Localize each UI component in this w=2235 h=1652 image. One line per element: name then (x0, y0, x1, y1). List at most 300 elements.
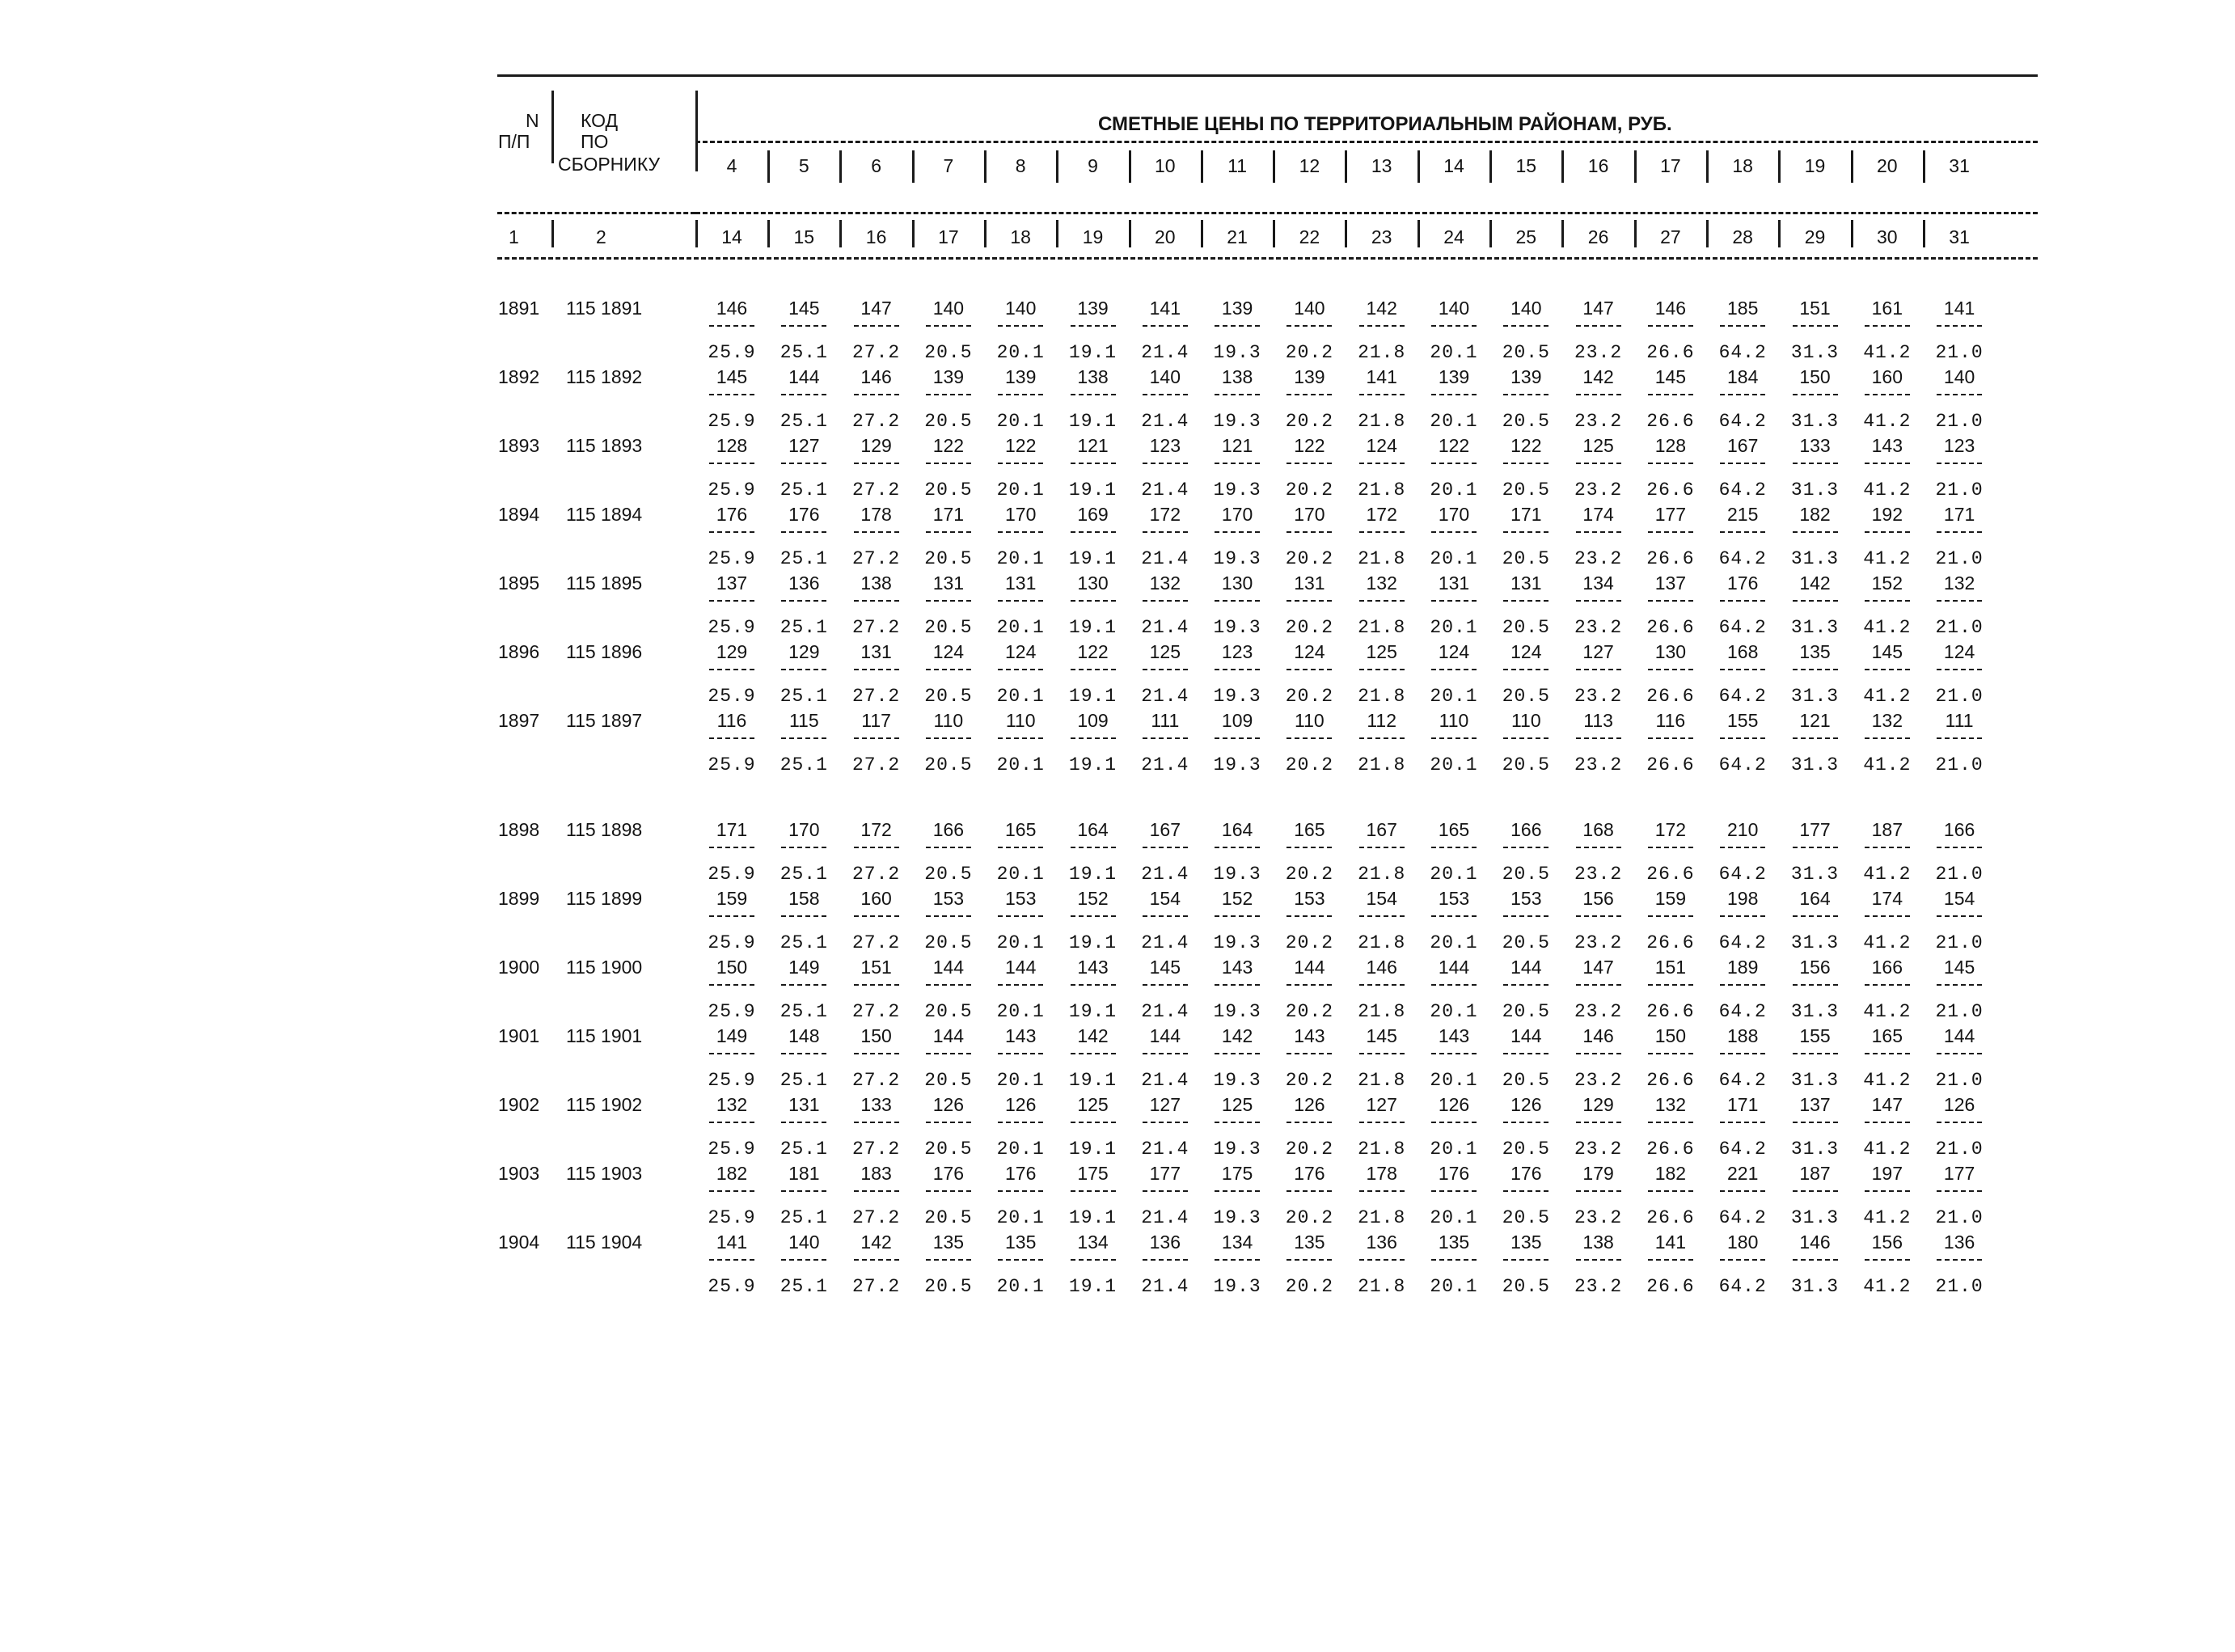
price-cell: 123 (1221, 641, 1253, 662)
ratio-cell: 26.6 (1646, 1276, 1695, 1297)
table-title: СМЕТНЫЕ ЦЕНЫ ПО ТЕРРИТОРИАЛЬНЫМ РАЙОНАМ, РУБ. (1098, 113, 1672, 135)
column-number: 22 (1299, 226, 1320, 247)
ratio-cell: 25.1 (780, 1276, 828, 1297)
fraction-bar (1937, 737, 1982, 739)
fraction-bar (1793, 984, 1838, 986)
price-cell: 111 (1945, 710, 1974, 731)
price-cell: 172 (1366, 504, 1397, 525)
fraction-bar (1648, 1122, 1693, 1123)
fraction-bar (781, 463, 826, 464)
price-cell: 178 (1366, 1163, 1397, 1184)
price-cell: 144 (932, 1025, 965, 1046)
fraction-bar (1286, 1122, 1332, 1123)
fraction-bar (1359, 600, 1405, 602)
fraction-bar (926, 737, 971, 739)
price-cell: 126 (1294, 1094, 1325, 1115)
price-cell: 137 (1654, 572, 1687, 594)
price-cell: 175 (1221, 1163, 1253, 1184)
price-cell: 132 (716, 1094, 748, 1115)
price-cell: 171 (1510, 504, 1542, 525)
fraction-bar (709, 325, 754, 327)
ratio-cell: 21.0 (1935, 617, 1984, 638)
fraction-bar (926, 463, 971, 464)
price-cell: 141 (1149, 298, 1181, 319)
price-cell: 131 (1438, 572, 1470, 594)
ratio-cell: 21.8 (1358, 686, 1406, 707)
price-cell: 128 (1654, 435, 1687, 456)
price-cell: 185 (1727, 298, 1759, 319)
price-cell: 139 (1294, 366, 1325, 387)
fraction-bar (998, 737, 1043, 739)
fraction-bar (1359, 463, 1405, 464)
ratio-cell: 23.2 (1574, 342, 1623, 363)
fraction-bar (1793, 600, 1838, 602)
district-header: 16 (1587, 155, 1609, 176)
fraction-bar (1648, 915, 1693, 917)
ratio-cell: 19.3 (1213, 864, 1261, 885)
price-cell: 159 (1654, 888, 1687, 909)
fraction-bar (1720, 669, 1765, 670)
fraction-bar (1143, 984, 1188, 986)
fraction-bar (1793, 915, 1838, 917)
ratio-cell: 20.2 (1285, 1070, 1333, 1091)
price-cell: 145 (1871, 641, 1903, 662)
ratio-cell: 20.5 (924, 1207, 973, 1228)
price-cell: 144 (932, 957, 965, 978)
column-number: 24 (1443, 226, 1464, 247)
price-cell: 152 (1221, 888, 1253, 909)
col-num-2: 2 (596, 226, 606, 247)
price-cell: 128 (716, 435, 748, 456)
fraction-bar (1648, 394, 1693, 395)
ratio-cell: 20.1 (996, 754, 1045, 775)
row-code: 115 1893 (566, 435, 643, 456)
price-cell: 116 (716, 710, 747, 731)
fraction-bar (709, 669, 754, 670)
ratio-cell: 20.5 (924, 617, 973, 638)
fraction-bar (998, 325, 1043, 327)
price-cell: 132 (1149, 572, 1181, 594)
fraction-bar (1286, 847, 1332, 848)
ratio-cell: 31.3 (1790, 754, 1840, 775)
price-cell: 110 (1510, 710, 1541, 731)
fraction-bar (1286, 1190, 1332, 1192)
fraction-bar (781, 394, 826, 395)
fraction-bar (1143, 737, 1188, 739)
price-cell: 140 (1005, 298, 1037, 319)
fraction-bar (1937, 915, 1982, 917)
price-cell: 127 (1149, 1094, 1181, 1115)
price-cell: 139 (1005, 366, 1037, 387)
fraction-bar (1793, 531, 1838, 533)
price-cell: 140 (1943, 366, 1975, 387)
price-cell: 149 (788, 957, 820, 978)
price-cell: 144 (1294, 957, 1325, 978)
ratio-cell: 31.3 (1790, 1001, 1840, 1022)
ratio-cell: 20.5 (924, 1070, 973, 1091)
price-cell: 159 (716, 888, 748, 909)
fraction-bar (1431, 915, 1477, 917)
ratio-cell: 21.0 (1935, 1001, 1984, 1022)
fraction-bar (1503, 915, 1548, 917)
price-cell: 122 (1077, 641, 1109, 662)
price-cell: 154 (1943, 888, 1975, 909)
fraction-bar (1215, 463, 1260, 464)
ratio-cell: 21.8 (1358, 1139, 1406, 1160)
fraction-bar (1286, 1053, 1332, 1054)
fraction-bar (781, 1190, 826, 1192)
fraction-bar (709, 394, 754, 395)
price-cell: 139 (1077, 298, 1109, 319)
fraction-bar (1576, 325, 1621, 327)
price-cell: 125 (1149, 641, 1181, 662)
fraction-bar (1576, 847, 1621, 848)
district-header: 4 (726, 155, 737, 176)
price-cell: 145 (788, 298, 820, 319)
row-code: 115 1904 (566, 1232, 643, 1253)
fraction-bar (1215, 847, 1260, 848)
ratio-cell: 19.3 (1213, 754, 1261, 775)
fraction-bar (1215, 531, 1260, 533)
column-number: 28 (1732, 226, 1753, 247)
header-n-label: N (526, 110, 539, 131)
fraction-bar (1143, 463, 1188, 464)
ratio-cell: 26.6 (1646, 1207, 1695, 1228)
column-number: 27 (1660, 226, 1681, 247)
column-number: 19 (1082, 226, 1104, 247)
ratio-cell: 20.2 (1285, 548, 1333, 569)
price-cell: 132 (1654, 1094, 1687, 1115)
ratio-cell: 25.9 (708, 617, 756, 638)
fraction-bar (1720, 737, 1765, 739)
ratio-cell: 27.2 (851, 1070, 901, 1091)
ratio-cell: 20.5 (1502, 754, 1550, 775)
fraction-bar (1648, 463, 1693, 464)
fraction-bar (926, 600, 971, 602)
price-cell: 135 (1799, 641, 1831, 662)
price-cell: 122 (1005, 435, 1037, 456)
ratio-cell: 21.0 (1935, 411, 1984, 432)
price-cell: 125 (1366, 641, 1397, 662)
ratio-cell: 21.4 (1141, 1139, 1189, 1160)
ratio-cell: 20.1 (996, 480, 1045, 501)
price-cell: 129 (1582, 1094, 1614, 1115)
ratio-cell: 20.5 (1502, 342, 1550, 363)
fraction-bar (998, 669, 1043, 670)
price-cell: 177 (1943, 1163, 1975, 1184)
fraction-bar (1865, 737, 1910, 739)
row-code: 115 1896 (566, 641, 643, 662)
row-number: 1892 (498, 366, 540, 387)
ratio-cell: 20.2 (1285, 1001, 1333, 1022)
ratio-cell: 20.5 (1502, 617, 1550, 638)
fraction-bar (1143, 531, 1188, 533)
fraction-bar (1576, 984, 1621, 986)
ratio-cell: 25.1 (780, 342, 828, 363)
column-number: 30 (1877, 226, 1898, 247)
fraction-bar (926, 1259, 971, 1261)
row-code: 115 1901 (566, 1025, 643, 1046)
ratio-cell: 41.2 (1863, 686, 1912, 707)
price-cell: 135 (932, 1232, 965, 1253)
ratio-cell: 27.2 (851, 617, 901, 638)
fraction-bar (854, 1190, 899, 1192)
price-cell: 133 (1799, 435, 1831, 456)
ratio-cell: 25.1 (780, 1070, 828, 1091)
fraction-bar (1720, 463, 1765, 464)
ratio-cell: 27.2 (851, 1139, 901, 1160)
fraction-bar (926, 669, 971, 670)
ratio-cell: 23.2 (1574, 617, 1623, 638)
district-header: 13 (1371, 155, 1392, 176)
fraction-bar (1071, 1053, 1116, 1054)
ratio-cell: 64.2 (1718, 617, 1767, 638)
price-cell: 146 (1799, 1232, 1831, 1253)
fraction-bar (709, 1190, 754, 1192)
fraction-bar (998, 531, 1043, 533)
ratio-cell: 25.9 (708, 864, 756, 885)
ratio-cell: 27.2 (851, 686, 901, 707)
ratio-cell: 25.1 (780, 932, 828, 953)
price-cell: 166 (1510, 819, 1542, 840)
ratio-cell: 19.3 (1213, 548, 1261, 569)
price-cell: 187 (1871, 819, 1903, 840)
price-cell: 183 (860, 1163, 892, 1184)
price-cell: 176 (1005, 1163, 1037, 1184)
ratio-cell: 20.5 (924, 548, 973, 569)
price-cell: 136 (1149, 1232, 1181, 1253)
ratio-cell: 26.6 (1646, 480, 1695, 501)
ratio-cell: 23.2 (1574, 1001, 1623, 1022)
price-cell: 166 (932, 819, 965, 840)
ratio-cell: 23.2 (1574, 411, 1623, 432)
price-cell: 142 (860, 1232, 892, 1253)
fraction-bar (1286, 463, 1332, 464)
fraction-bar (1431, 1053, 1477, 1054)
ratio-cell: 21.8 (1358, 1276, 1406, 1297)
price-cell: 168 (1727, 641, 1759, 662)
fraction-bar (1576, 669, 1621, 670)
price-cell: 143 (1871, 435, 1903, 456)
district-header: 17 (1660, 155, 1681, 176)
fraction-bar (1143, 394, 1188, 395)
price-cell: 126 (1510, 1094, 1542, 1115)
price-cell: 182 (1654, 1163, 1687, 1184)
ratio-cell: 20.5 (924, 864, 973, 885)
header-code-label-2: ПО (581, 131, 609, 152)
fraction-bar (1503, 1122, 1548, 1123)
fraction-bar (1937, 325, 1982, 327)
price-cell: 124 (1510, 641, 1542, 662)
district-header: 10 (1155, 155, 1176, 176)
fraction-bar (1071, 531, 1116, 533)
ratio-cell: 31.3 (1790, 411, 1840, 432)
price-cell: 143 (1221, 957, 1253, 978)
price-cell: 129 (716, 641, 748, 662)
fraction-bar (1648, 325, 1693, 327)
price-cell: 124 (932, 641, 965, 662)
fraction-bar (1720, 1053, 1765, 1054)
fraction-bar (1215, 600, 1260, 602)
fraction-bar (709, 984, 754, 986)
fraction-bar (1576, 737, 1621, 739)
price-cell: 146 (1366, 957, 1397, 978)
price-cell: 176 (1727, 572, 1759, 594)
fraction-bar (1720, 531, 1765, 533)
price-cell: 153 (932, 888, 965, 909)
fraction-bar (1648, 669, 1693, 670)
fraction-bar (1720, 394, 1765, 395)
price-cell: 150 (716, 957, 748, 978)
ratio-cell: 19.1 (1068, 864, 1118, 885)
price-cell: 137 (716, 572, 748, 594)
fraction-bar (709, 600, 754, 602)
fraction-bar (1576, 394, 1621, 395)
fraction-bar (1576, 1190, 1621, 1192)
ratio-cell: 25.9 (708, 754, 756, 775)
fraction-bar (1286, 915, 1332, 917)
price-cell: 171 (1943, 504, 1975, 525)
fraction-bar (1865, 1122, 1910, 1123)
price-cell: 151 (1654, 957, 1687, 978)
price-cell: 171 (1727, 1094, 1759, 1115)
ratio-cell: 20.1 (1430, 548, 1478, 569)
fraction-bar (1431, 600, 1477, 602)
fraction-bar (781, 1259, 826, 1261)
fraction-bar (709, 915, 754, 917)
price-cell: 166 (1943, 819, 1975, 840)
ratio-cell: 41.2 (1863, 1139, 1912, 1160)
fraction-bar (1071, 915, 1116, 917)
header-separator-n (551, 91, 554, 163)
fraction-bar (854, 915, 899, 917)
fraction-bar (1648, 1259, 1693, 1261)
ratio-cell: 19.3 (1213, 480, 1261, 501)
row-code: 115 1895 (566, 572, 643, 594)
ratio-cell: 20.5 (924, 1001, 973, 1022)
fraction-bar (1865, 325, 1910, 327)
ratio-cell: 23.2 (1574, 864, 1623, 885)
fraction-bar (1286, 600, 1332, 602)
price-cell: 167 (1149, 819, 1181, 840)
ratio-cell: 20.1 (996, 548, 1045, 569)
price-cell: 144 (788, 366, 820, 387)
row-code: 115 1891 (566, 298, 643, 319)
ratio-cell: 26.6 (1646, 617, 1695, 638)
ratio-cell: 26.6 (1646, 548, 1695, 569)
ratio-cell: 25.1 (780, 864, 828, 885)
ratio-cell: 26.6 (1646, 686, 1695, 707)
price-cell: 111 (1151, 710, 1180, 731)
fraction-bar (1793, 1122, 1838, 1123)
ratio-cell: 21.4 (1141, 1070, 1189, 1091)
ratio-cell: 20.2 (1285, 411, 1333, 432)
fraction-bar (1793, 669, 1838, 670)
ratio-cell: 20.5 (924, 411, 973, 432)
ratio-cell: 26.6 (1646, 1139, 1695, 1160)
row-number: 1894 (498, 504, 540, 525)
ratio-cell: 19.1 (1068, 1139, 1118, 1160)
row-code: 115 1900 (566, 957, 643, 978)
fraction-bar (998, 1190, 1043, 1192)
price-cell: 131 (1294, 572, 1325, 594)
price-cell: 147 (1582, 957, 1614, 978)
fraction-bar (1937, 1190, 1982, 1192)
price-cell: 153 (1294, 888, 1325, 909)
price-cell: 170 (1005, 504, 1037, 525)
fraction-bar (1071, 847, 1116, 848)
header-bottom-rule (497, 257, 2038, 260)
column-number: 18 (1010, 226, 1031, 247)
district-header: 12 (1299, 155, 1320, 176)
price-cell: 170 (1294, 504, 1325, 525)
ratio-cell: 23.2 (1574, 754, 1623, 775)
fraction-bar (854, 325, 899, 327)
ratio-cell: 20.1 (996, 342, 1045, 363)
ratio-cell: 31.3 (1790, 548, 1840, 569)
price-cell: 161 (1871, 298, 1903, 319)
price-cell: 182 (1799, 504, 1831, 525)
fraction-bar (1576, 1053, 1621, 1054)
ratio-cell: 19.3 (1213, 342, 1261, 363)
price-cell: 182 (716, 1163, 748, 1184)
fraction-bar (1576, 915, 1621, 917)
ratio-cell: 25.1 (780, 411, 828, 432)
fraction-bar (1143, 1053, 1188, 1054)
district-header: 8 (1015, 155, 1026, 176)
colnum-separator-2 (695, 220, 698, 247)
fraction-bar (998, 847, 1043, 848)
price-cell: 138 (1077, 366, 1109, 387)
row-code: 115 1897 (566, 710, 643, 731)
price-cell: 180 (1727, 1232, 1759, 1253)
fraction-bar (1865, 1259, 1910, 1261)
ratio-cell: 31.3 (1790, 480, 1840, 501)
price-cell: 146 (1582, 1025, 1614, 1046)
fraction-bar (1286, 669, 1332, 670)
ratio-cell: 21.8 (1358, 1070, 1406, 1091)
ratio-cell: 25.1 (780, 754, 828, 775)
ratio-cell: 25.1 (780, 548, 828, 569)
price-cell: 110 (933, 710, 964, 731)
ratio-cell: 26.6 (1646, 932, 1695, 953)
price-cell: 175 (1077, 1163, 1109, 1184)
ratio-cell: 25.9 (708, 1070, 756, 1091)
fraction-bar (854, 531, 899, 533)
ratio-cell: 19.1 (1068, 548, 1118, 569)
ratio-cell: 25.1 (780, 1139, 828, 1160)
price-cell: 188 (1727, 1025, 1759, 1046)
fraction-bar (1215, 1259, 1260, 1261)
price-cell: 133 (860, 1094, 892, 1115)
price-cell: 165 (1294, 819, 1325, 840)
fraction-bar (1359, 1122, 1405, 1123)
fraction-bar (709, 847, 754, 848)
ratio-cell: 23.2 (1574, 686, 1623, 707)
price-cell: 113 (1583, 710, 1613, 731)
price-cell: 147 (1582, 298, 1614, 319)
ratio-cell: 21.8 (1358, 1207, 1406, 1228)
fraction-bar (854, 600, 899, 602)
ratio-cell: 21.4 (1141, 1207, 1189, 1228)
ratio-cell: 21.4 (1141, 864, 1189, 885)
ratio-cell: 20.1 (1430, 1001, 1478, 1022)
price-cell: 142 (1366, 298, 1397, 319)
fraction-bar (998, 1259, 1043, 1261)
fraction-bar (1865, 669, 1910, 670)
price-cell: 125 (1221, 1094, 1253, 1115)
ratio-cell: 20.1 (996, 411, 1045, 432)
